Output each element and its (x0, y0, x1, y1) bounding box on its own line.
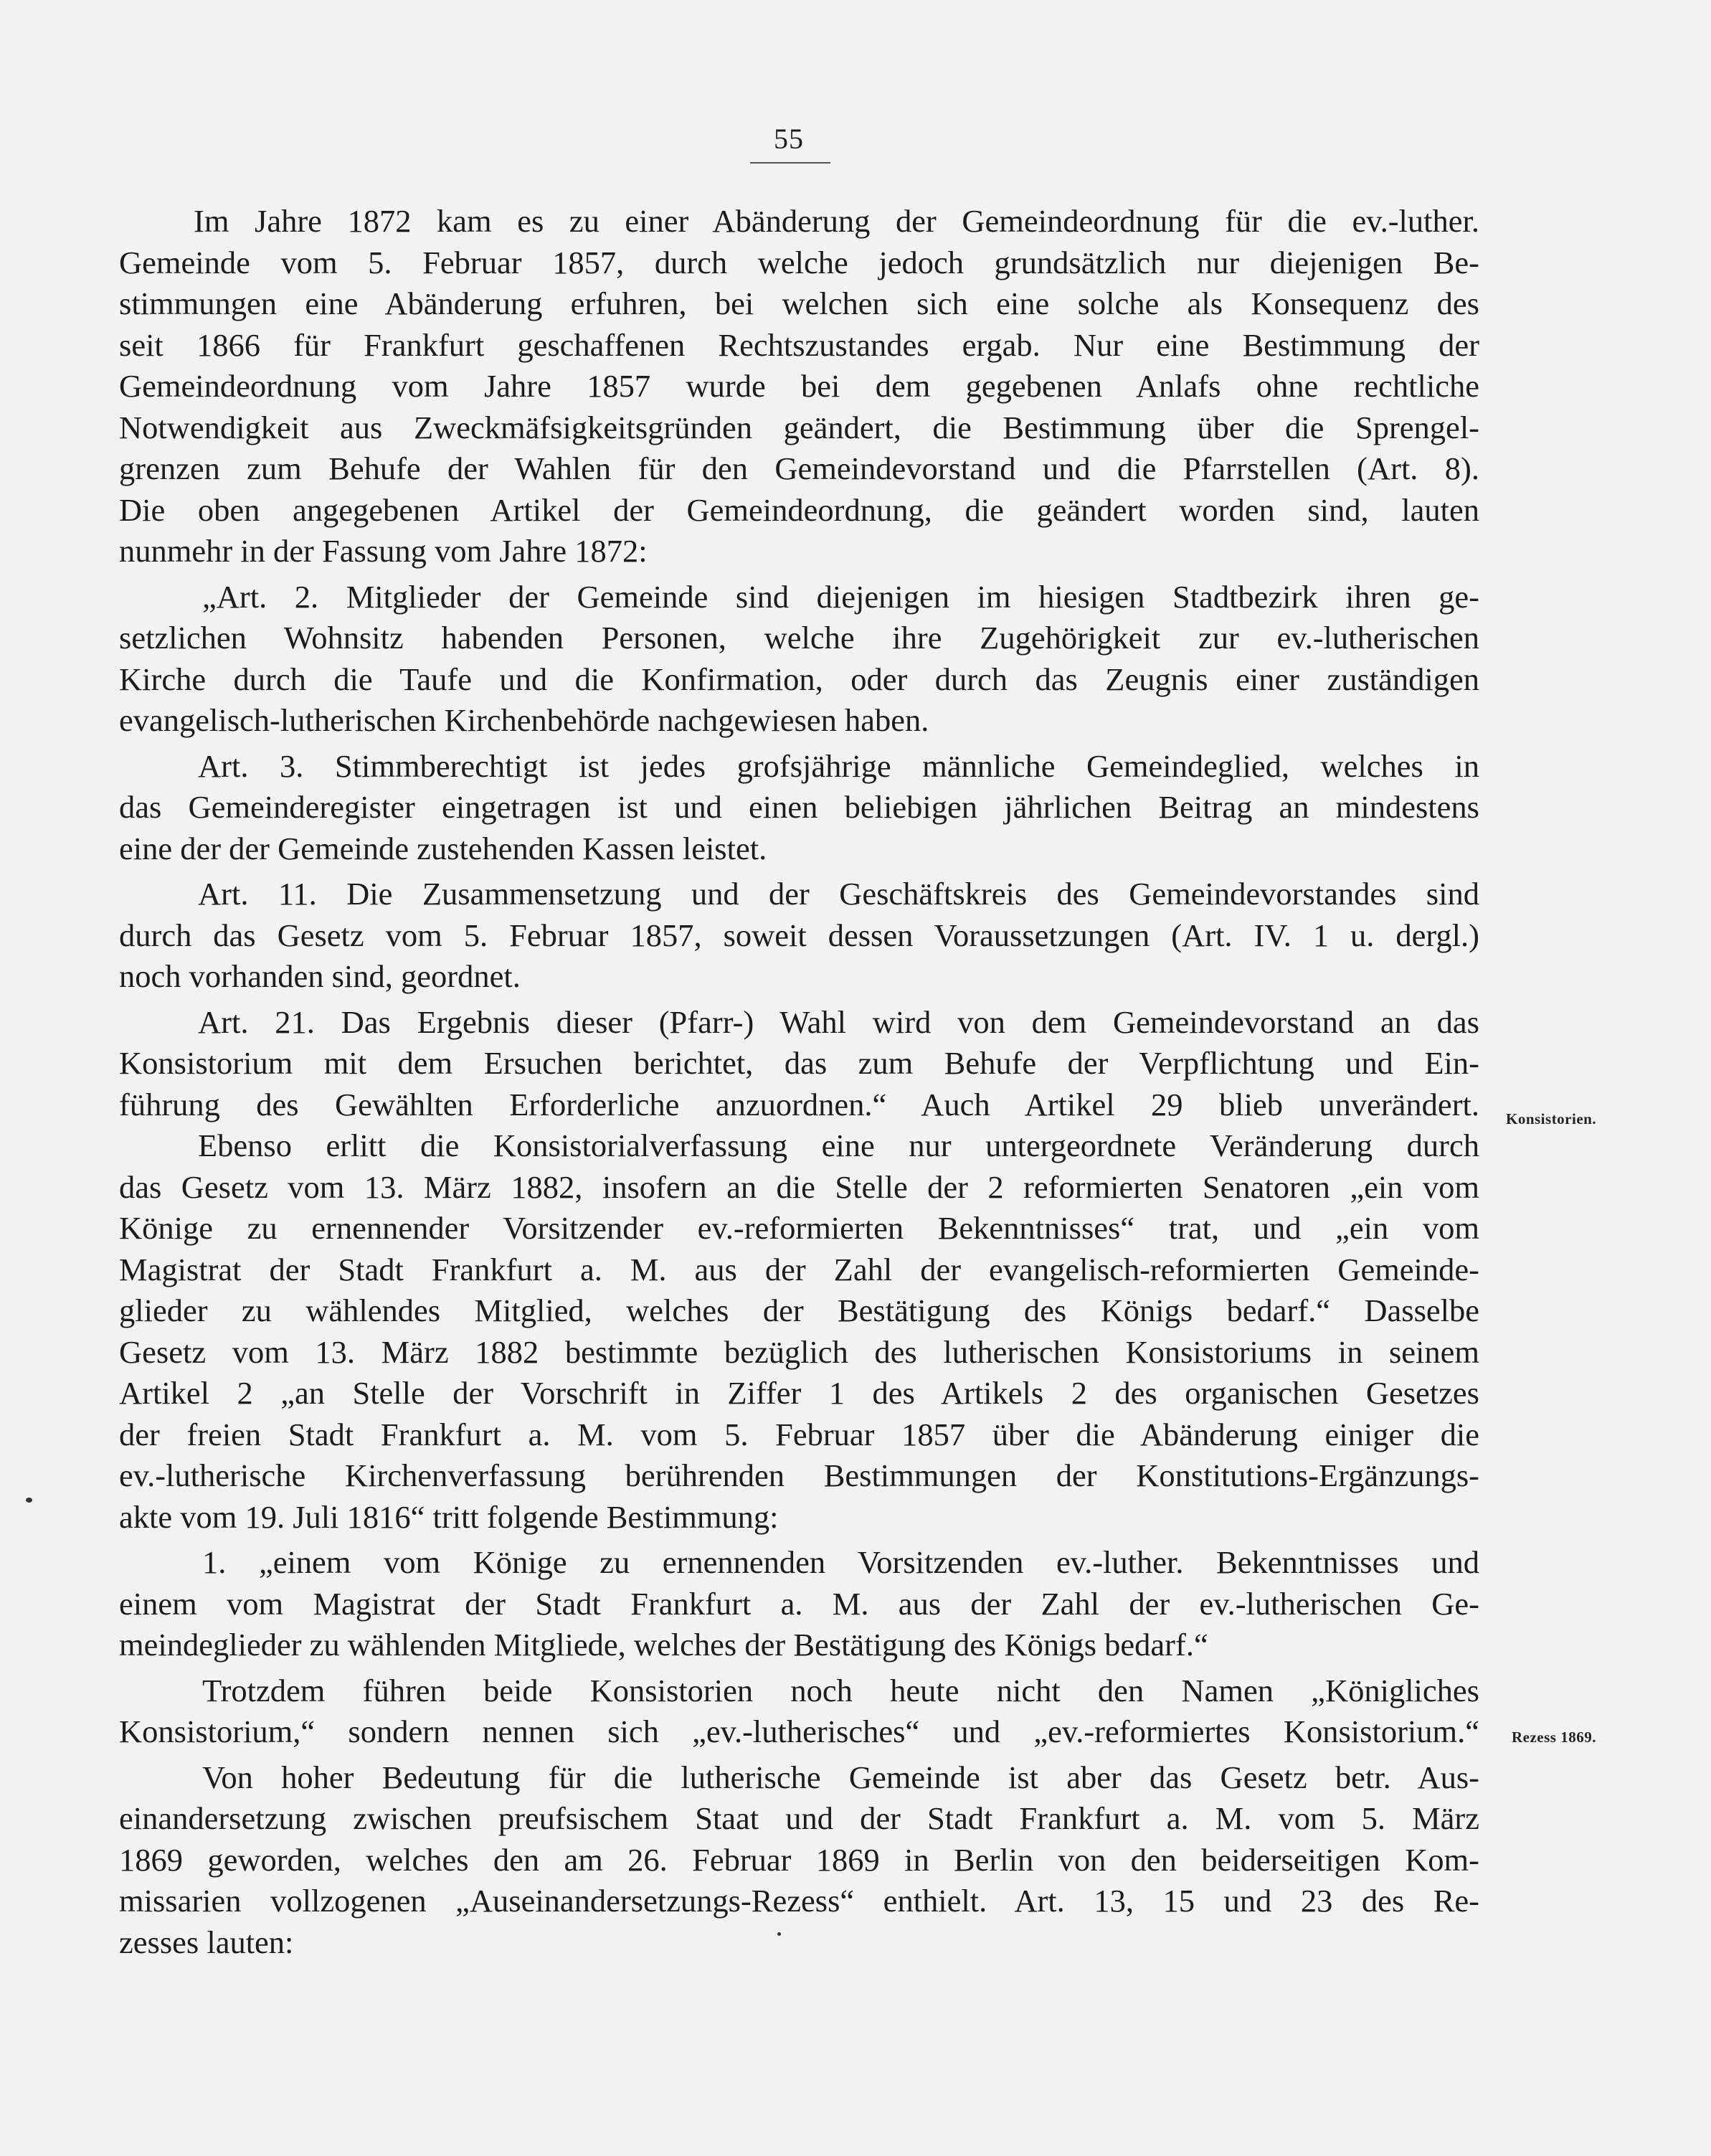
text-line: zesses lauten: (119, 1924, 294, 1960)
page-number-rule (750, 162, 830, 164)
text-line: führung des Gewählten Erforderliche anzuordnen.“ Auch Artikel 29 blieb unverändert. (119, 1086, 1479, 1122)
text-line: Gemeinde vom 5. Februar 1857, durch welche jedoch grundsätzlich nur diejenigen Be- (119, 244, 1479, 280)
paragraph-trotzdem (119, 1670, 1479, 1753)
print-speck (26, 1498, 32, 1503)
text-line: eine der der Gemeinde zustehenden Kassen leistet. (119, 830, 767, 866)
body-text (119, 201, 1479, 1963)
print-speck (777, 1932, 781, 1936)
text-line: Kirche durch die Taufe und die Konfirmation, oder durch das Zeugnis einer zuständigen (119, 661, 1479, 697)
paragraph-konsistorial (119, 1125, 1479, 1538)
text-line: einem vom Magistrat der Stadt Frankfurt a. M. aus der Zahl der ev.-lutherischen Ge- (119, 1585, 1479, 1622)
text-line: Trotzdem führen beide Konsistorien noch heute nicht den Namen „Königliches (202, 1672, 1479, 1708)
text-line: 1869 geworden, welches den am 26. Februar 1869 in Berlin von den beiderseitigen Kom- (119, 1841, 1479, 1878)
text-line: nunmehr in der Fassung vom Jahre 1872: (119, 533, 648, 569)
text-line: grenzen zum Behufe der Wahlen für den Gemeindevorstand und die Pfarrstellen (Art. 8). (119, 450, 1479, 486)
text-line: Könige zu ernennender Vorsitzender ev.-reformierten Bekenntnisses“ trat, und „ein vom (119, 1210, 1479, 1246)
text-line: 1. „einem vom Könige zu ernennenden Vorsitzenden ev.-luther. Bekenntnisses und (202, 1544, 1479, 1580)
text-line: seit 1866 für Frankfurt geschaffenen Rechtszustandes ergab. Nur eine Bestimmung der (119, 326, 1479, 363)
text-line: Konsistorium,“ sondern nennen sich „ev.-lutherisches“ und „ev.-reformiertes Konsistorium.“ (119, 1713, 1479, 1749)
text-line: noch vorhanden sind, geordnet. (119, 958, 521, 994)
paragraph-bestimmung-1 (119, 1542, 1479, 1666)
text-line: Gemeindeordnung vom Jahre 1857 wurde bei dem gegebenen Anlafs ohne rechtliche (119, 368, 1479, 404)
text-line: evangelisch-lutherischen Kirchenbehörde nachgewiesen haben. (119, 702, 929, 738)
text-line: das Gesetz vom 13. März 1882, insofern an die Stelle der 2 reformierten Senatoren „ein vom (119, 1168, 1479, 1205)
paragraph-art-3 (119, 746, 1479, 870)
text-line: ev.-lutherische Kirchenverfassung berührenden Bestimmungen der Konstitutions-Ergänzungs- (119, 1457, 1479, 1493)
text-line: akte vom 19. Juli 1816“ tritt folgende Bestimmung: (119, 1498, 779, 1535)
margin-note-konsistorien: Konsistorien. (1506, 1110, 1597, 1127)
text-line: Art. 3. Stimmberechtigt ist jedes grofsjährige männliche Gemeindeglied, welches in (198, 747, 1479, 784)
text-line: das Gemeinderegister eingetragen ist und einen beliebigen jährlichen Beitrag an mindestens (119, 789, 1479, 825)
text-line: Magistrat der Stadt Frankfurt a. M. aus der Zahl der evangelisch-reformierten Gemeinde- (119, 1251, 1479, 1287)
paragraph-art-2 (119, 577, 1479, 742)
text-line: missarien vollzogenen „Auseinandersetzungs-Rezess“ enthielt. Art. 13, 15 und 23 des Re- (119, 1883, 1479, 1919)
text-line: Artikel 2 „an Stelle der Vorschrift in Ziffer 1 des Artikels 2 des organischen Gesetzes (119, 1375, 1479, 1411)
paragraph-1 (119, 201, 1479, 572)
text-line: der freien Stadt Frankfurt a. M. vom 5. Februar 1857 über die Abänderung einiger die (119, 1416, 1479, 1452)
text-line: Konsistorium mit dem Ersuchen berichtet, das zum Behufe der Verpflichtung und Ein- (119, 1045, 1479, 1081)
text-line: Die oben angegebenen Artikel der Gemeindeordnung, die geändert worden sind, lauten (119, 491, 1479, 528)
text-line: Ebenso erlitt die Konsistorialverfassung eine nur untergeordnete Veränderung durch (198, 1127, 1479, 1163)
text-line: glieder zu wählendes Mitglied, welches der Bestätigung des Königs bedarf.“ Dasselbe (119, 1292, 1479, 1328)
text-line: Art. 21. Das Ergebnis dieser (Pfarr-) Wahl wird von dem Gemeindevorstand an das (198, 1003, 1479, 1040)
text-line: einandersetzung zwischen preufsischem Staat und der Stadt Frankfurt a. M. vom 5. März (119, 1800, 1479, 1836)
text-line: Im Jahre 1872 kam es zu einer Abänderung der Gemeindeordnung für die ev.-luther. (194, 203, 1479, 239)
text-line: „Art. 2. Mitglieder der Gemeinde sind diejenigen im hiesigen Stadtbezirk ihren ge- (202, 578, 1479, 615)
paragraph-art-11 (119, 874, 1479, 998)
text-line: meindeglieder zu wählenden Mitgliede, welches der Bestätigung des Königs bedarf.“ (119, 1627, 1208, 1663)
text-line: setzlichen Wohnsitz habenden Personen, welche ihre Zugehörigkeit zur ev.-lutherischen (119, 620, 1479, 656)
margin-note-rezess: Rezess 1869. (1512, 1729, 1596, 1746)
text-line: Notwendigkeit aus Zweckmäfsigkeitsgründen geändert, die Bestimmung über die Sprengel- (119, 409, 1479, 445)
paragraph-art-21 (119, 1002, 1479, 1126)
paragraph-rezess (119, 1757, 1479, 1964)
text-line: Art. 11. Die Zusammensetzung und der Geschäftskreis des Gemeindevorstandes sind (198, 876, 1479, 912)
text-line: durch das Gesetz vom 5. Februar 1857, soweit dessen Voraussetzungen (Art. IV. 1 u. dergl.) (119, 917, 1479, 953)
page-number: 55 (774, 123, 804, 155)
text-line: stimmungen eine Abänderung erfuhren, bei welchen sich eine solche als Konsequenz des (119, 285, 1479, 321)
text-line: Von hoher Bedeutung für die lutherische Gemeinde ist aber das Gesetz betr. Aus- (202, 1759, 1479, 1795)
text-line: Gesetz vom 13. März 1882 bestimmte bezüglich des lutherischen Konsistoriums in seinem (119, 1333, 1479, 1370)
